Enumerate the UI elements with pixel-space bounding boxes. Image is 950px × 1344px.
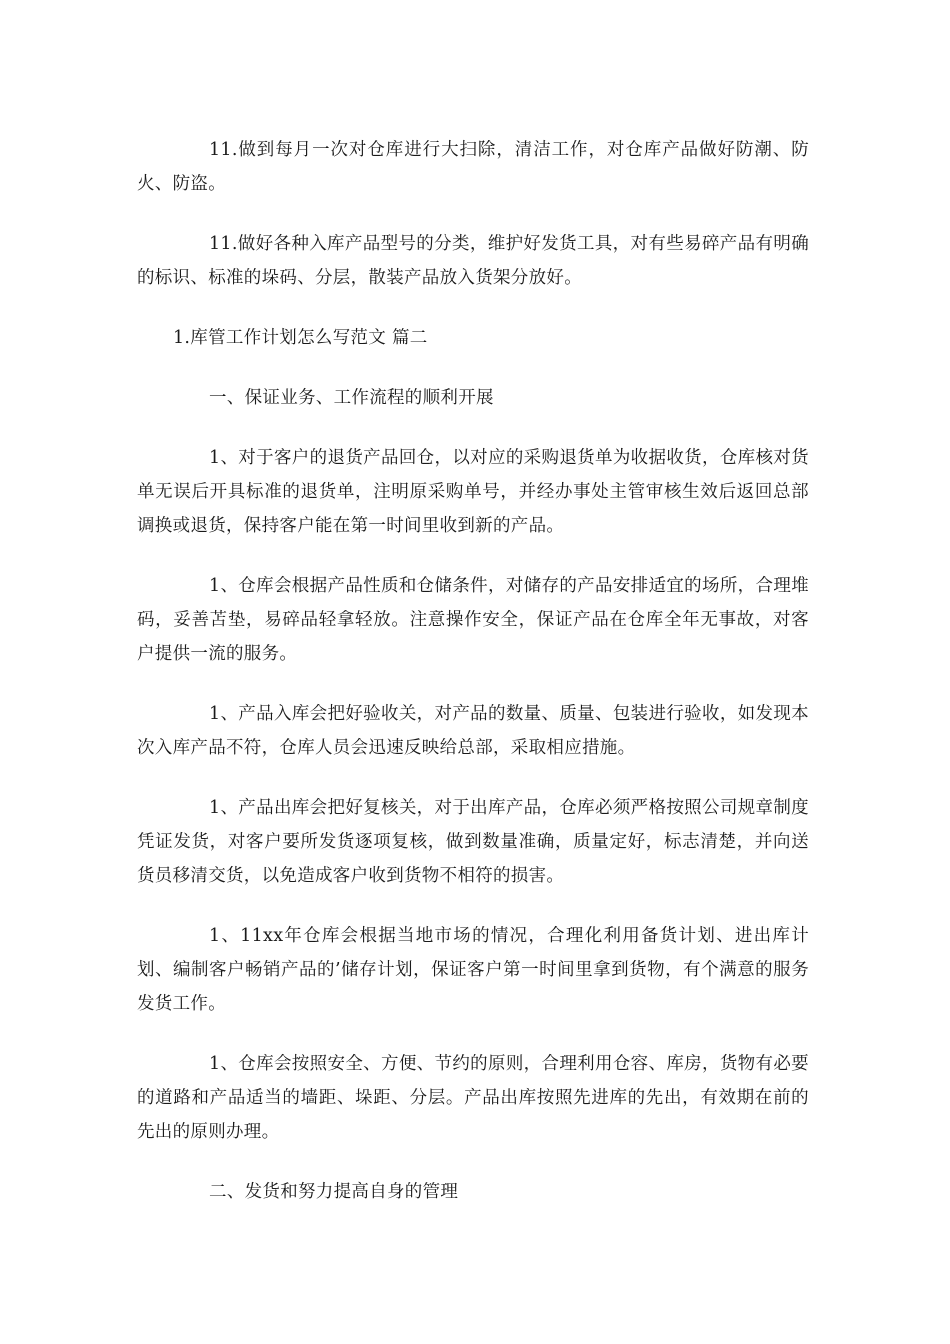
paragraph-returns: 1、对于客户的退货产品回仓，以对应的采购退货单为收据收货，仓库核对货单无误后开具标准的退货单，注明原采购单号，并经办事处主管审核生效后返回总部调换或退货，保持客户能在第一时间里收到新的产品。 bbox=[137, 448, 809, 536]
section-heading-two: 二、发货和努力提高自身的管理 bbox=[209, 1182, 459, 1202]
article-title: 1.库管工作计划怎么写范文 篇二 bbox=[173, 328, 428, 348]
paragraph-cleaning: 11.做到每月一次对仓库进行大扫除，清洁工作，对仓库产品做好防潮、防火、防盗。 bbox=[137, 140, 809, 194]
paragraph-outbound-review: 1、产品出库会把好复核关，对于出库产品，仓库必须严格按照公司规章制度凭证发货，对客户要所发货逐项复核，做到数量准确，质量定好，标志清楚，并向送货员移清交货，以免造成客户收到货物不相符的损害。 bbox=[137, 798, 809, 886]
paragraph-storage: 1、仓库会根据产品性质和仓储条件，对储存的产品安排适宜的场所，合理堆码，妥善苫垫，易碎品轻拿轻放。注意操作安全，保证产品在仓库全年无事故，对客户提供一流的服务。 bbox=[137, 576, 809, 664]
paragraph-classification: 11.做好各种入库产品型号的分类，维护好发货工具，对有些易碎产品有明确的标识、标准的垛码、分层，散装产品放入货架分放好。 bbox=[137, 234, 809, 288]
section-heading-one: 一、保证业务、工作流程的顺利开展 bbox=[209, 388, 494, 408]
paragraph-inbound-inspection: 1、产品入库会把好验收关，对产品的数量、质量、包装进行验收，如发现本次入库产品不符，仓库人员会迅速反映给总部，采取相应措施。 bbox=[137, 704, 809, 758]
paragraph-space-usage: 1、仓库会按照安全、方便、节约的原则，合理利用仓容、库房，货物有必要的道路和产品适当的墙距、垛距、分层。产品出库按照先进库的先出，有效期在前的先出的原则办理。 bbox=[137, 1054, 809, 1142]
paragraph-planning: 1、11xx年仓库会根据当地市场的情况，合理化利用备货计划、进出库计划、编制客户畅销产品的’储存计划，保证客户第一时间里拿到货物，有个满意的服务发货工作。 bbox=[137, 926, 809, 1014]
document-body bbox=[137, 133, 809, 1235]
